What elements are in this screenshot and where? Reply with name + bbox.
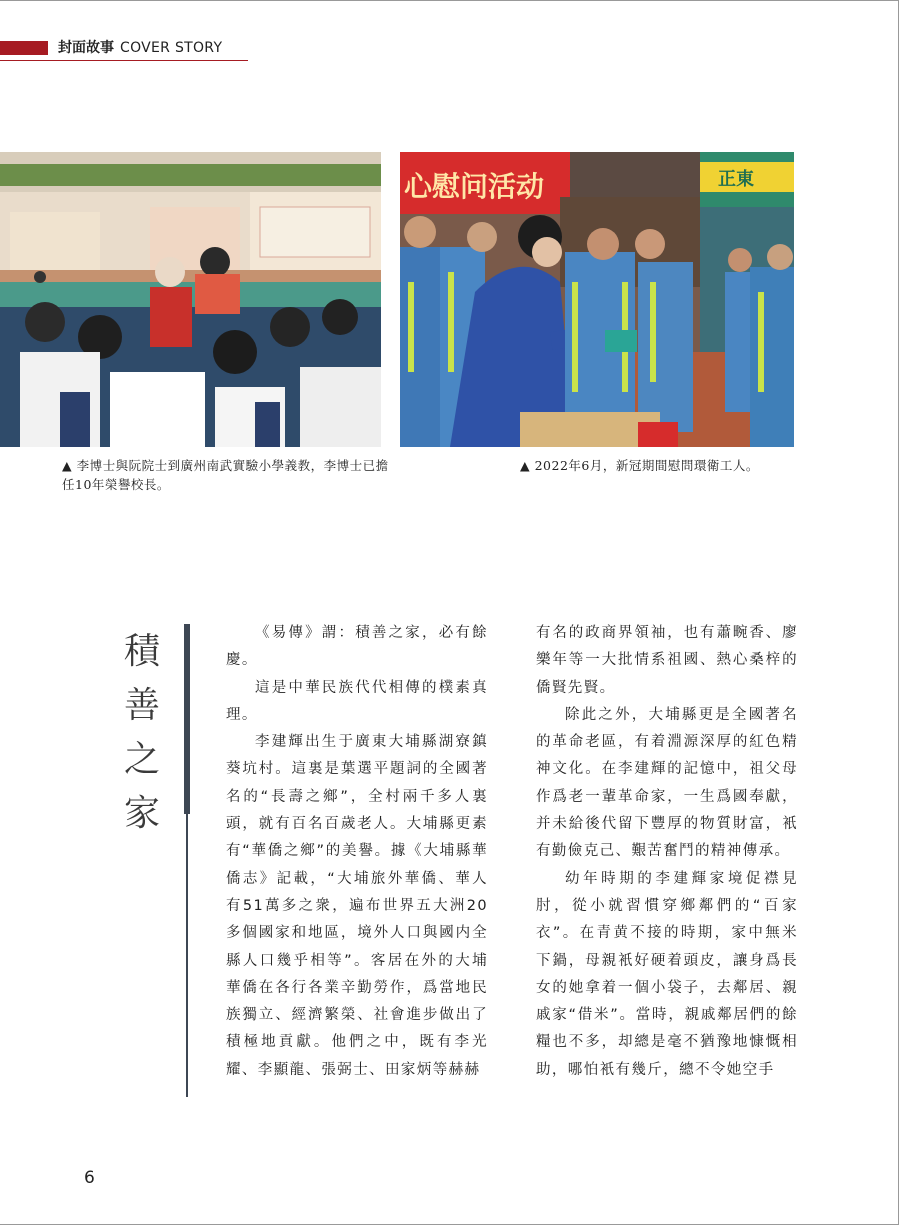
paragraph: 有名的政商界領袖，也有蕭畹香、廖樂年等一大批情系祖國、熱心桑梓的僑賢先賢。: [536, 625, 798, 696]
photo-caption-left: ▲ 李博士與阮院士到廣州南武實驗小學義教，李博士已擔任10年榮譽校長。: [62, 458, 389, 492]
article-title: [118, 625, 166, 841]
article-column-1: [226, 620, 488, 1084]
shop-sign-text: 正東: [718, 169, 754, 190]
title-char: 之: [123, 739, 160, 780]
title-char: 家: [123, 793, 160, 834]
header-accent-block: [0, 41, 48, 55]
section-title: [58, 38, 222, 58]
paragraph: 李建輝出生于廣東大埔縣湖寮鎮葵坑村。這裏是葉選平題詞的全國著名的“長壽之鄉”，全村兩千多人裏頭，就有百名百歲老人。大埔縣更素有“華僑之鄉”的美譽。據《大埔縣華僑志》記載，“大埔旅外華僑、華人有51萬多之衆，遍布世界五大洲20多個國家和地區，境外人口與國内全縣人口幾乎相等”。客居在外的大埔華僑在各行各業辛勤勞作，爲當地民族獨立、經濟繁榮、社會進步做出了積極地貢獻。他們之中，既有李光耀、李顯龍、張弼士、田家炳等赫赫: [226, 734, 488, 1078]
school-visit-photo: [0, 152, 381, 447]
section-title-cn: 封面故事: [58, 40, 114, 56]
school-visit-illustration: [0, 152, 381, 447]
section-header: [0, 38, 250, 62]
banner-text: 心慰问活动: [404, 170, 545, 203]
photo-caption-right: ▲ 2022年6月，新冠期間慰問環衛工人。: [520, 458, 759, 473]
title-rule-thick: [184, 624, 190, 814]
paragraph: 除此之外，大埔縣更是全國著名的革命老區，有着淵源深厚的紅色精神文化。在李建輝的記憶中，祖父母作爲老一輩革命家，一生爲國奉獻，并未給後代留下豐厚的物質財富，衹有勤儉克己、艱苦奮鬥的精神傳承。: [536, 706, 798, 860]
title-char: 善: [123, 685, 160, 726]
page-number: 6: [84, 1168, 95, 1188]
sanitation-workers-photo: [400, 152, 794, 447]
paragraph: 這是中華民族代代相傳的樸素真理。: [226, 679, 488, 723]
title-rule-thin: [186, 814, 188, 1097]
paragraph: 《易傳》謂：積善之家，必有餘慶。: [226, 625, 488, 669]
section-title-en: COVER STORY: [120, 40, 223, 56]
header-rule: [0, 60, 248, 61]
title-char: 積: [123, 631, 160, 672]
sanitation-workers-illustration: [400, 152, 794, 447]
article-column-2: [536, 620, 798, 1084]
paragraph: 幼年時期的李建輝家境促襟見肘，從小就習慣穿鄉鄰們的“百家衣”。在青黄不接的時期，家中無米下鍋，母親衹好硬着頭皮，讓身爲長女的她拿着一個小袋子，去鄰居、親戚家“借米”。當時，親戚鄰居們的餘糧也不多，却總是毫不猶豫地慷慨相助，哪怕衹有幾斤，總不令她空手: [536, 870, 798, 1078]
